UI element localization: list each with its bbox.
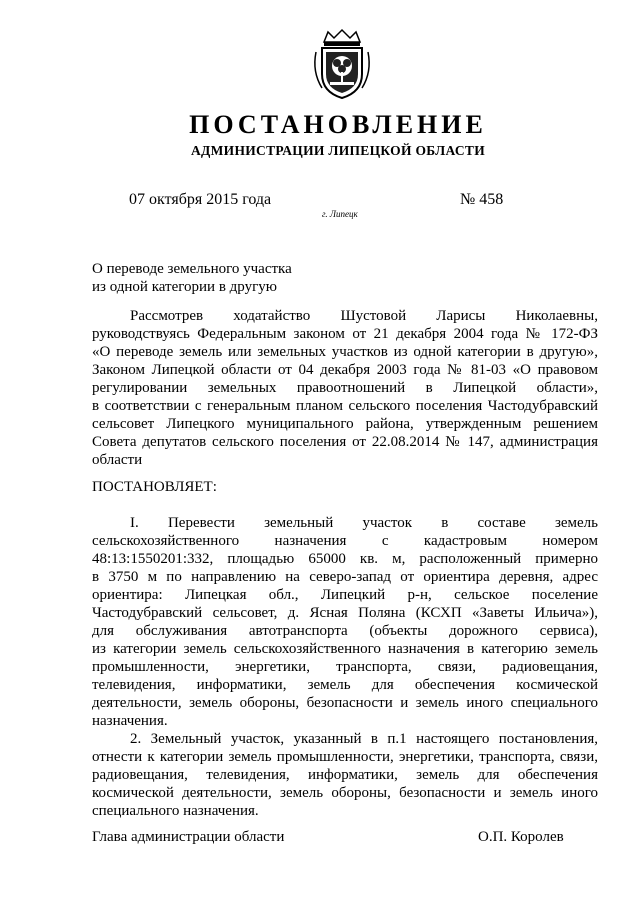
text-line: радиовещания, телевидения, информатики, земель для обеспечения — [92, 767, 598, 783]
subject-line: из одной категории в другую — [92, 279, 277, 295]
document-issuer: АДМИНИСТРАЦИИ ЛИПЕЦКОЙ ОБЛАСТИ — [190, 143, 486, 158]
text-line: Совета депутатов сельского поселения от 22.08.2014 № 147, администрация — [92, 434, 598, 450]
signature-name: О.П. Королев — [478, 829, 564, 845]
text-line: Рассмотрев ходатайство Шустовой Ларисы Николаевны, — [130, 308, 598, 324]
text-line: специального назначения. — [92, 803, 259, 819]
text-line: в 3750 м по направлению на северо-запад от ориентира деревня, адрес — [92, 569, 598, 585]
text-line: отнести к категории земель промышленности, энергетики, транспорта, связи, — [92, 749, 598, 765]
document-date: 07 октября 2015 года — [129, 191, 272, 208]
document-number: № 458 — [460, 191, 504, 208]
text-line: регулировании земельных правоотношений в Липецкой области», — [92, 380, 598, 396]
text-line: «О переводе земель или земельных участков из одной категории в другую», — [92, 344, 598, 360]
text-line: Законом Липецкой области от 04 декабря 2003 года № 81-03 «О правовом — [92, 362, 598, 378]
subject-line: О переводе земельного участка — [92, 261, 292, 277]
coat-of-arms-icon — [310, 28, 374, 100]
text-line: в соответствии с генеральным планом сельского поселения Частодубравский — [92, 398, 598, 414]
text-line: области — [92, 452, 143, 468]
text-line: из категории земель сельскохозяйственного назначения в категорию земель — [92, 641, 598, 657]
text-line: ориентира: Липецкая обл., Липецкий р-н, сельское поселение — [92, 587, 598, 603]
text-line: назначения. — [92, 713, 168, 729]
resolution-heading: ПОСТАНОВЛЯЕТ: — [92, 479, 217, 495]
text-line: Частодубравский сельсовет, д. Ясная Поляна (КСХП «Заветы Ильича»), — [92, 605, 598, 621]
text-line: промышленности, энергетики, транспорта, связи, радиовещания, — [92, 659, 598, 675]
text-line: руководствуясь Федеральным законом от 21 декабря 2004 года № 172-ФЗ — [92, 326, 598, 342]
text-line: деятельности, земель обороны, безопасности и земель иного специального — [92, 695, 598, 711]
text-line: I. Перевести земельный участок в составе земель — [130, 515, 598, 531]
document-title: ПОСТАНОВЛЕНИЕ — [189, 110, 487, 139]
text-line: сельсовет Липецкого муниципального района, утвержденным решением — [92, 416, 598, 432]
text-line: 48:13:1550201:332, площадью 65000 кв. м, расположенный примерно — [92, 551, 598, 567]
text-line: космической деятельности, земель обороны, безопасности и земель иного — [92, 785, 598, 801]
text-line: для обслуживания автотранспорта (объекты дорожного сервиса), — [92, 623, 598, 639]
signature-position: Глава администрации области — [92, 829, 285, 845]
text-line: телевидения, информатики, земель для обеспечения космической — [92, 677, 598, 693]
document-subject — [92, 260, 292, 296]
text-line: 2. Земельный участок, указанный в п.1 настоящего постановления, — [130, 731, 598, 747]
text-line: сельскохозяйственного назначения с кадастровым номером — [92, 533, 598, 549]
document-city: г. Липецк — [322, 209, 358, 219]
